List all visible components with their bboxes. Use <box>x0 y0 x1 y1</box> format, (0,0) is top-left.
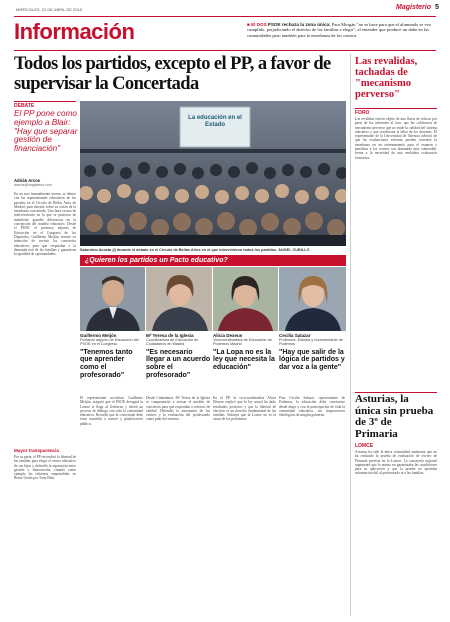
promo-kicker: El DOS <box>251 22 267 27</box>
speaker-block-1 <box>80 333 144 393</box>
page-date: MIÉRCOLES, 22 DE ABRIL DE 2015 <box>16 7 82 12</box>
person-silhouette-icon <box>146 267 212 331</box>
speaker-name: Guillermo Meijón <box>80 333 117 338</box>
speaker-role: Vicecoordinadora de Educación de Podemos Madrid <box>213 338 272 347</box>
promo-kicker-mark: ■ <box>247 22 252 27</box>
photo-caption: Saturnino Acosta (i) durante el debate en el Círculo de Bellas Artes en el que intervinieron todos los partidos. ÁNGEL CUBILLO <box>80 248 310 252</box>
speaker-quote: "Tenemos tanto que aprender como el profesorado" <box>80 348 133 379</box>
debate-photo <box>80 101 346 246</box>
speaker-block-4 <box>279 333 345 393</box>
speaker-text-2: Desde Ciudadanos, Mª Teresa de la Iglesia se comprometió a revisar el modelo de conciertos para que respondan a criterios de calidad. Defendió la autonomía de los centros y la evaluación del profesorado como pilar del sistema. <box>146 396 210 422</box>
speaker-photo-1 <box>80 267 145 331</box>
revalidas-title: Las revalidas, tachadas de "mecanismo perverso" <box>355 56 418 100</box>
speaker-text-1: El representante socialista, Guillermo Meijón, aseguró que el PSOE derogará la Lomce si llega al Gobierno y abrirá un proceso de diálogo con toda la comunidad educativa. Recordó que la concertada debe estar sometida a control y planificación pública. <box>80 396 143 426</box>
speaker-block-3 <box>213 333 277 393</box>
speaker-photo-2 <box>146 267 212 331</box>
speaker-name: Alicia Dexeus <box>213 333 243 338</box>
left-body-2: Por su parte, el PP reivindicó la libertad de las familias para elegir el centro educativo de sus hijos y defendió la separación entre gestión y financiación, citando como ejemplo las reformas emprendidas en Reino Unido por Tony Blair. <box>14 455 76 481</box>
speaker-role: Profesora, Estudia y representante de Podemos <box>279 338 343 347</box>
promo-highlight: PSOE rechaza la zona única: <box>267 22 331 27</box>
lomce-text: Asturias ha sido la única comunidad autónoma que no ha realizado la prueba de evaluación de tercero de Primaria prevista en la Lomce. La consejería regional argumentó que la norma no garantizaba las condiciones para su aplicación y que la prueba no aportaba información útil al profesorado ni a las familias. <box>355 450 437 476</box>
forum-label: FORO <box>355 110 370 116</box>
speaker-text-3: En el PP, la vicecoordinadora Alicia Dexeus explicó que la ley actual ha dado resultados positivos y que la libertad de elección es un derecho fundamental de las familias. Subrayó que la Lomce no es la causa de los problemas. <box>213 396 276 422</box>
author-name: Adrián Arcos <box>14 178 41 183</box>
photo-banner-title: La educación en el Estado <box>188 115 242 128</box>
speaker-photo-3 <box>213 267 278 331</box>
left-subhead-2: Mayor transparencia <box>14 448 59 453</box>
speaker-photo-4 <box>279 267 346 331</box>
page-number: 5 <box>434 4 439 11</box>
speaker-role: Portavoz adjunto de Educación del PSOE en el Congreso <box>80 338 139 347</box>
asturias-title: Asturias, la única sin prueba de 3º de Primaria <box>355 393 434 440</box>
person-silhouette-icon <box>213 267 278 331</box>
left-section-label: DEBATE <box>14 103 35 109</box>
pacto-question: ¿Quieren los partidos un Pacto educativo? <box>85 256 228 264</box>
pacto-question-bar <box>80 255 346 266</box>
lomce-label: LOMCE <box>355 443 374 449</box>
person-silhouette-icon <box>80 267 145 331</box>
speaker-role: Coordinadora de Educación de Ciudadanos en Madrid <box>146 338 199 347</box>
forum-text: Las reválidas fueron objeto de una lluvia de críticas por parte de los asistentes al foro, que las calificaron de mecanismo perverso que no mide la calidad del sistema educativo y que condiciona la labor de los docentes. El representante de la Universidad de Valencia advirtió de que las evaluaciones externas pueden convertir la enseñanza en un entrenamiento para el examen y penalizar a los centros con alumnado más vulnerable, frente a la necesidad de una verdadera evaluación formativa. <box>355 117 437 160</box>
speaker-block-2 <box>146 333 211 393</box>
left-body: En un acto inusualmente sereno, se dieron cita los representantes educativos de los partidos en el Círculo de Bellas Artes de Madrid, para discutir sobre su visión de la enseñanza concertada. Una hora escasa de intervenciones en la que se pusieron de manifiesto grandes diferencias en la concepción del modelo educativo. Desde el PSOE, el portavoz adjunto de Educación en el Congreso de los Diputados, Guillermo Meijón, mostró su intención de revisar los conciertos educativos para que respondan a la demanda real de las familias y garanticen la igualdad de oportunidades. <box>14 192 76 257</box>
promo-box <box>247 22 436 48</box>
section-title: Información <box>14 19 135 44</box>
brand-name: Magisterio <box>396 4 432 11</box>
main-headline: Todos los partidos, excepto el PP, a favor de supervisar la Concertada <box>14 54 331 94</box>
speaker-quote: "Hay que salir de la lógica de partidos y dar voz a la gente" <box>279 348 345 371</box>
person-silhouette-icon <box>279 267 346 331</box>
speaker-text-4: Para Cecilia Salazar, representante de Podemos, la educación debe construirse desde abajo y con la participación de toda la comunidad educativa, sin imposiciones ideológicas de ningún gobierno. <box>279 396 345 418</box>
left-subhead: El PP pone como ejemplo a Blair: "Hay que separar gestión de financiación" <box>14 109 78 154</box>
speaker-quote: "La Lopa no es la ley que necesita la educación" <box>213 348 275 371</box>
brand-logo <box>396 4 439 11</box>
author-email: aarcos@magisterio.com <box>14 183 52 187</box>
speaker-quote: "Es necesario llegar a un acuerdo sobre el profesorado" <box>146 348 211 379</box>
speaker-name: Mª Teresa de la Iglesia <box>146 333 194 338</box>
right-divider <box>350 54 351 616</box>
speaker-name: Cecilia Salazar <box>279 333 311 338</box>
promo-text: Para Morgán "no se hace para que el alumnado se vea cumplido, perjudicando el derecho de las familias a elegir", al entender que produce un daño en las comunidades pero también para la enseñanza de los centros <box>247 22 431 38</box>
